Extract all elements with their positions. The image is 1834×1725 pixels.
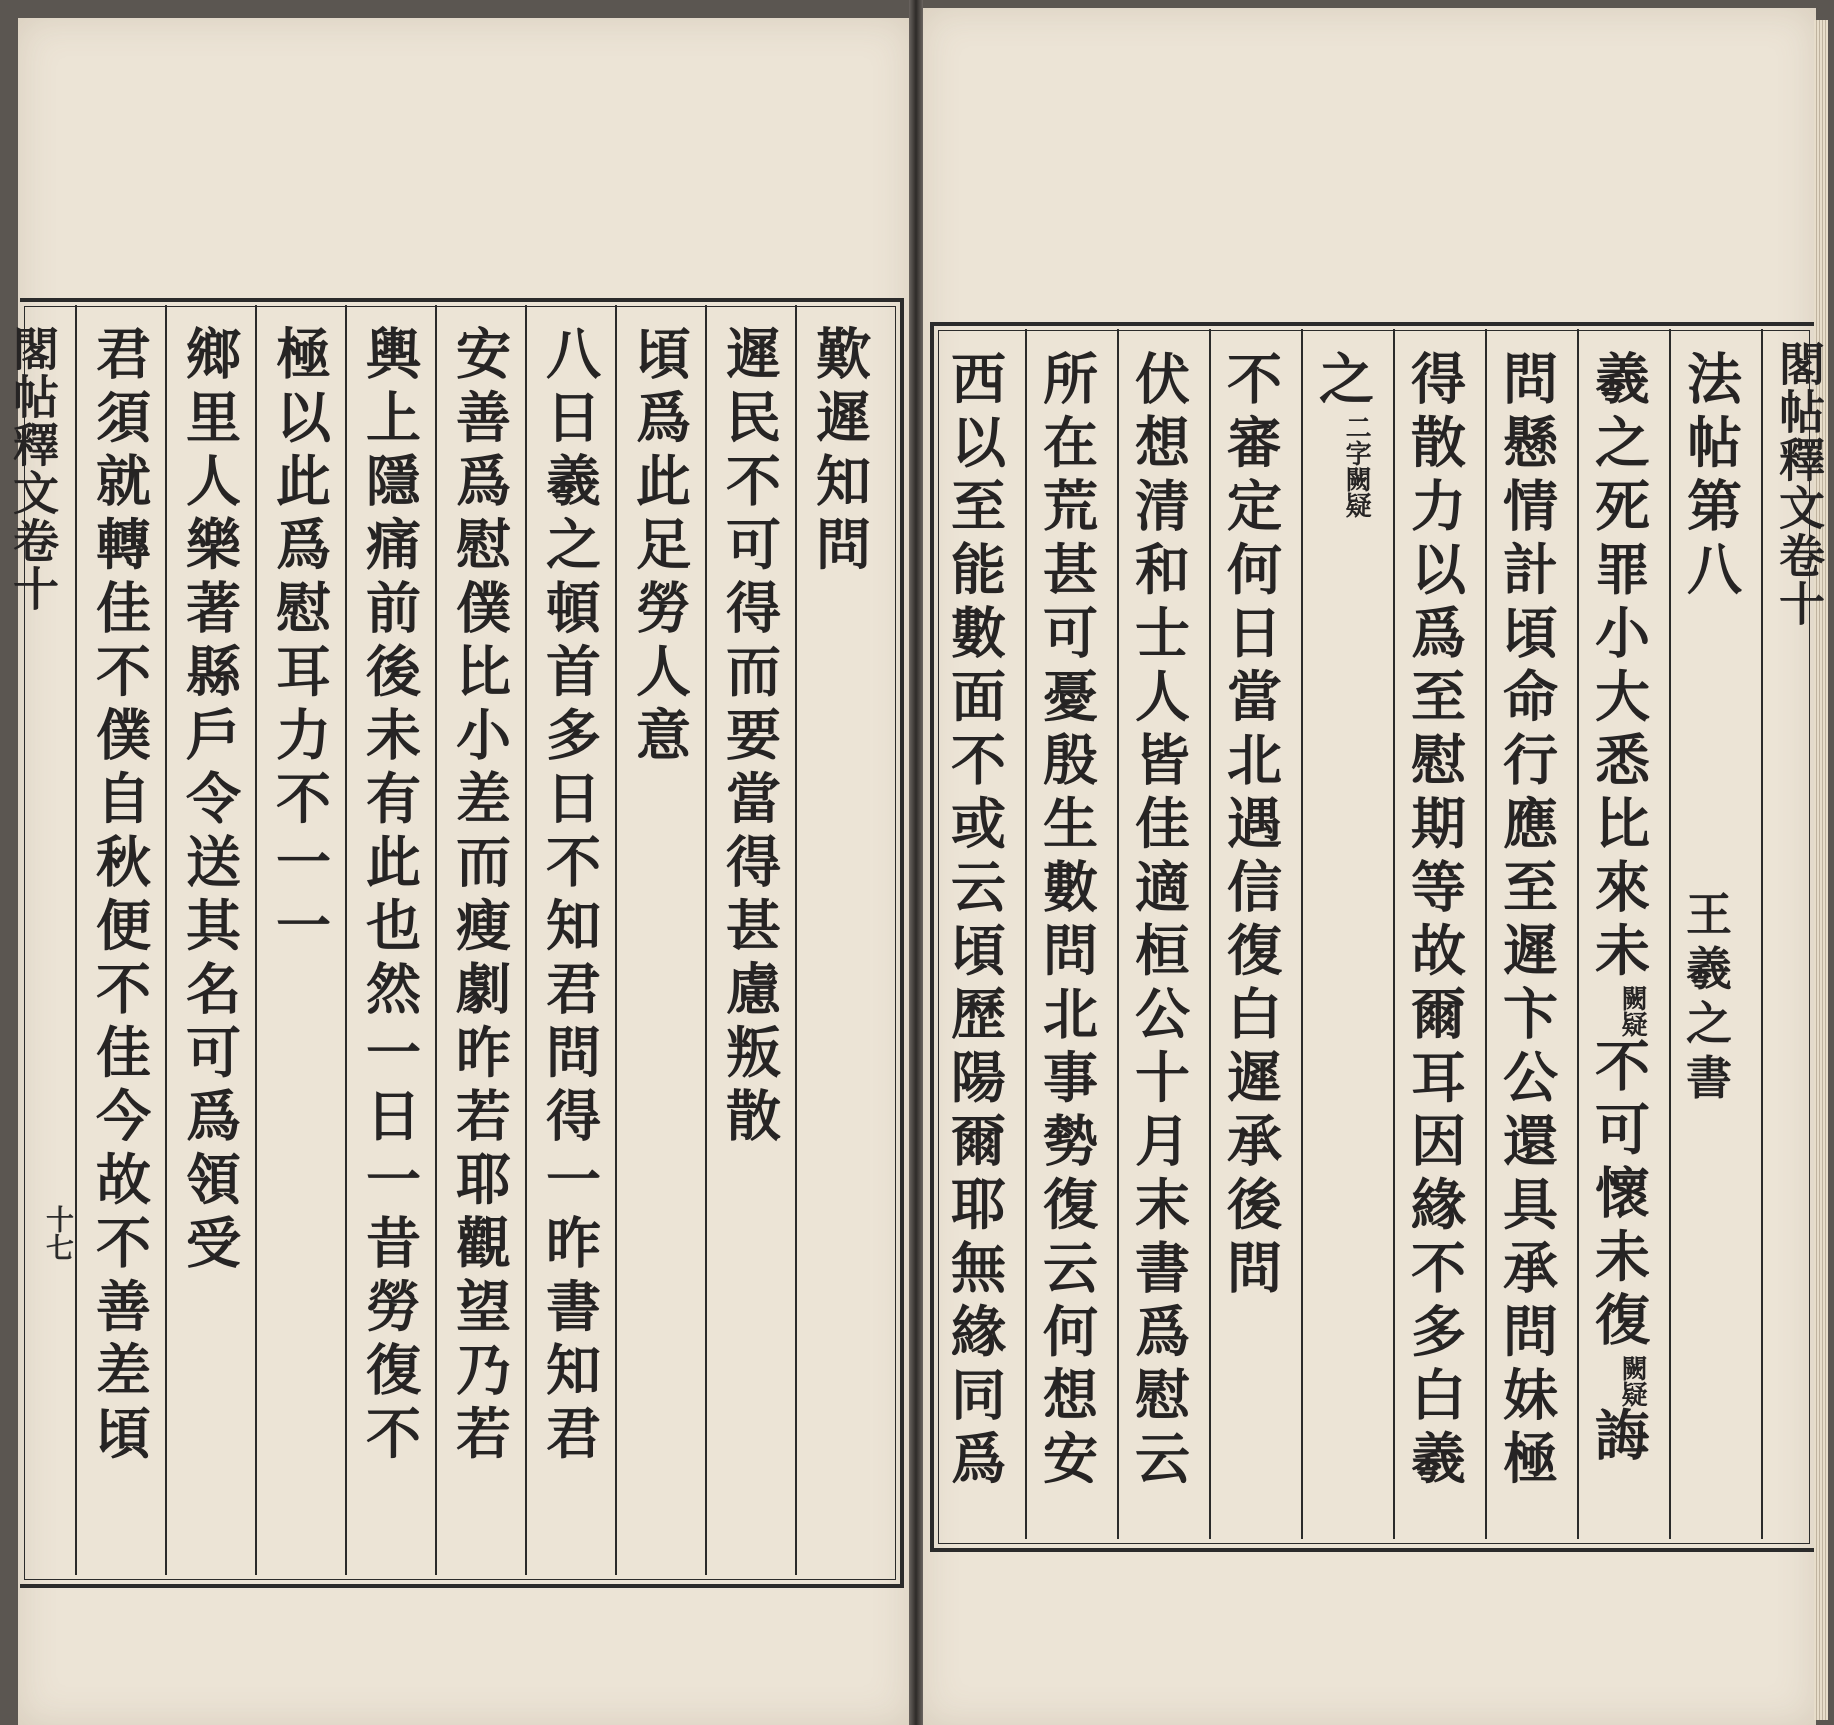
text-column: 不審定何日當北遇信復白遲承後問 (1218, 350, 1283, 1303)
page-edges (1814, 20, 1828, 1720)
lacuna-note: 闕 疑 (1617, 985, 1648, 1037)
text-column: 伏想清和士人皆佳適桓公十月末書爲慰云 (1126, 350, 1191, 1493)
lacuna-note: 二字 闕疑 (1341, 413, 1372, 518)
text-column: 遲民不可得而要當得甚慮叛散 (717, 325, 782, 1151)
book-gutter (909, 0, 923, 1725)
text-column: 問懸情計頃命行應至遲卞公還具承問妹極 (1494, 350, 1559, 1493)
text-column: 鄉里人樂著縣戶令送其名可爲領受 (177, 325, 242, 1278)
column-rule (75, 305, 77, 1575)
column-rule (795, 305, 797, 1575)
text-column: 西以至能數面不或云頃歷陽爾耶無緣同爲 (942, 350, 1007, 1493)
text-column: 得散力以爲至慰期等故爾耳因緣不多白羲 (1402, 350, 1467, 1493)
column-rule (1669, 329, 1671, 1539)
column-text: 不可懷未復 (1586, 1037, 1651, 1355)
column-rule (1301, 329, 1303, 1539)
column-rule (705, 305, 707, 1575)
column-text: 之 (1310, 350, 1375, 414)
column-rule (1485, 329, 1487, 1539)
column-text: 誨 (1586, 1406, 1651, 1470)
column-rule (1393, 329, 1395, 1539)
column-text: 羲之死罪小大悉比來未 (1586, 350, 1651, 985)
text-column: 頃爲此足勞人意 (627, 325, 692, 770)
page-number: 十七 (42, 1205, 75, 1261)
right-margin-title: 閣帖釋文卷十 (1772, 340, 1826, 628)
text-column (1586, 350, 1651, 1470)
text-column: 所在荒甚可憂殷生數問北事勢復云何想安 (1034, 350, 1099, 1493)
text-column: 八日羲之頓首多日不知君問得一昨書知君 (537, 325, 602, 1468)
lacuna-note: 闕 疑 (1617, 1354, 1648, 1407)
text-column: 君須就轉佳不僕自秋便不佳今故不善差頃 (87, 325, 152, 1468)
column-rule (255, 305, 257, 1575)
text-column: 歎遲知問 (807, 325, 872, 579)
column-rule (525, 305, 527, 1575)
column-rule (1761, 329, 1763, 1539)
column-rule (615, 305, 617, 1575)
text-column: 安善爲慰僕比小差而瘦劇昨若耶觀望乃若 (447, 325, 512, 1468)
text-column (1310, 350, 1375, 518)
column-rule (1577, 329, 1579, 1539)
left-margin-title: 閣帖釋文卷十 (6, 325, 60, 613)
section-heading: 法帖第八 (1678, 350, 1743, 604)
column-rule (1117, 329, 1119, 1539)
column-rule (165, 305, 167, 1575)
column-rule (345, 305, 347, 1575)
column-rule (435, 305, 437, 1575)
text-column: 輿上隱痛前後未有此也然一日一昔勞復不 (357, 325, 422, 1468)
column-rule (1025, 329, 1027, 1539)
text-column: 極以此爲慰耳力不一一 (267, 325, 332, 960)
author-line: 王羲之書 (1679, 890, 1733, 1108)
column-rule (1209, 329, 1211, 1539)
